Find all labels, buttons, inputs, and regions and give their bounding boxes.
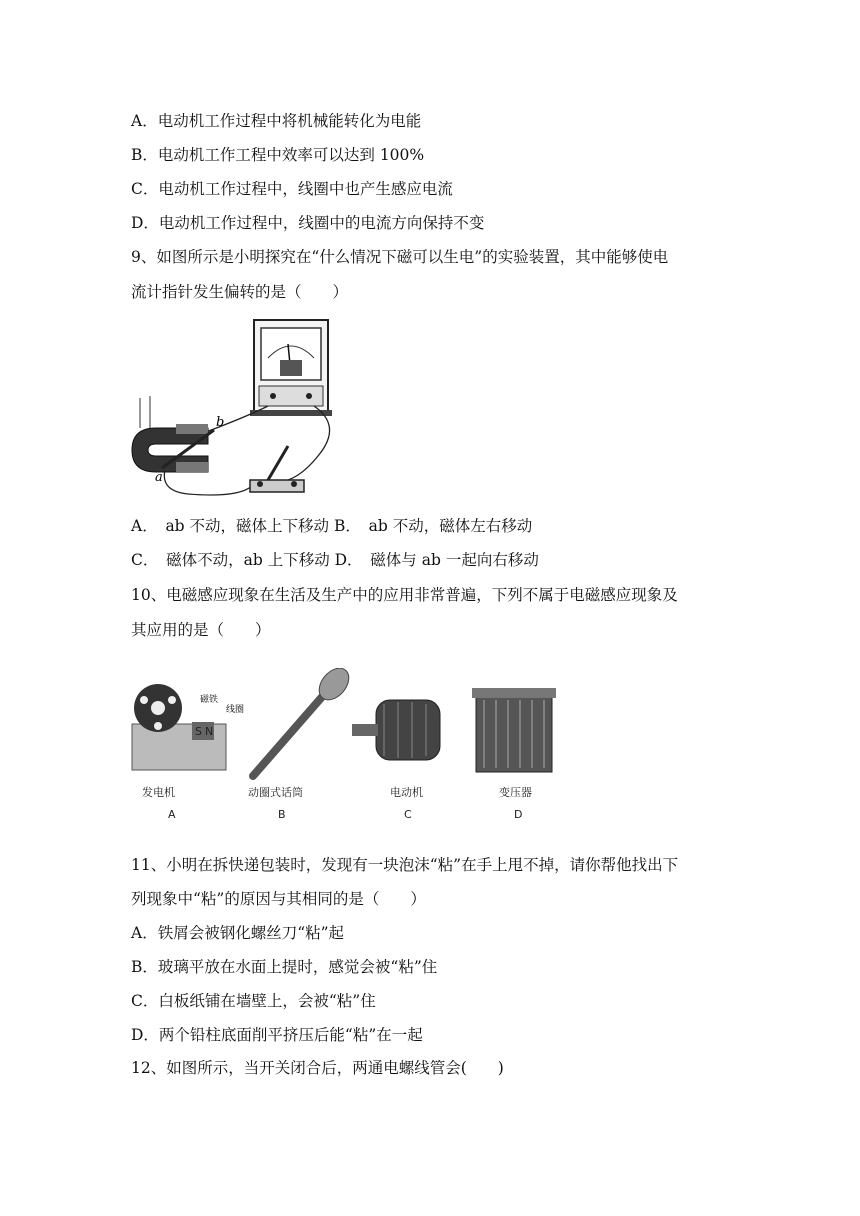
caption-transformer: 变压器 xyxy=(499,786,532,799)
q10-figure-row xyxy=(128,668,578,828)
q10-stem-line1: 10、电磁感应现象在生活及生产中的应用非常普遍，下列不属于电磁感应现象及 xyxy=(131,586,678,604)
q11-option-d: D．两个铅柱底面削平挤压后能“粘”在一起 xyxy=(131,1026,423,1044)
q12-stem: 12、如图所示，当开关闭合后，两通电螺线管会( ) xyxy=(131,1059,504,1077)
q9-options-line2: C． 磁体不动，ab 上下移动 D． 磁体与 ab 一起向右移动 xyxy=(131,551,539,569)
letter-c: C xyxy=(404,808,412,821)
galvanometer-icon xyxy=(250,320,332,416)
q11-option-c: C．白板纸铺在墙壁上，会被“粘”住 xyxy=(131,992,376,1010)
motor-image xyxy=(352,700,440,821)
caption-motor: 电动机 xyxy=(390,786,423,799)
label-b: b xyxy=(216,415,225,430)
transformer-image xyxy=(472,688,556,821)
generator-pole-n: N xyxy=(205,725,214,738)
q8-option-d: D．电动机工作过程中，线圈中的电流方向保持不变 xyxy=(131,214,485,232)
generator-image xyxy=(132,684,244,821)
letter-d: D xyxy=(514,808,523,821)
q11-stem-line1: 11、小明在拆快递包装时，发现有一块泡沫“粘”在手上甩不掉，请你帮他找出下 xyxy=(131,856,679,874)
microphone-image xyxy=(248,668,355,821)
generator-label-magnet: 磁铁 xyxy=(200,695,219,705)
caption-microphone: 动圈式话筒 xyxy=(248,786,303,799)
q11-option-a: A．铁屑会被钢化螺丝刀“粘”起 xyxy=(131,924,345,942)
q11-stem-line2: 列现象中“粘”的原因与其相同的是（ ） xyxy=(131,890,426,908)
q9-stem-line2: 流计指针发生偏转的是（ ） xyxy=(131,283,349,301)
q9-experiment-figure xyxy=(128,316,353,501)
generator-pole-s: S xyxy=(195,725,202,738)
q8-option-b: B．电动机工作工程中效率可以达到 100% xyxy=(131,146,425,164)
q9-options-line1: A． ab 不动，磁体上下移动 B． ab 不动，磁体左右移动 xyxy=(131,517,533,535)
letter-b: B xyxy=(278,808,286,821)
q8-option-c: C．电动机工作过程中，线圈中也产生感应电流 xyxy=(131,180,453,198)
q8-option-a: A．电动机工作过程中将机械能转化为电能 xyxy=(131,112,422,130)
letter-a: A xyxy=(168,808,176,821)
label-a: a xyxy=(155,470,163,485)
q11-option-b: B．玻璃平放在水面上提时，感觉会被“粘”住 xyxy=(131,958,438,976)
caption-generator: 发电机 xyxy=(142,786,175,799)
q9-stem-line1: 9、如图所示是小明探究在“什么情况下磁可以生电”的实验装置，其中能够使电 xyxy=(131,248,669,266)
switch-icon xyxy=(250,446,304,492)
q10-stem-line2: 其应用的是（ ） xyxy=(131,621,271,639)
generator-label-coil: 线圈 xyxy=(226,705,245,715)
